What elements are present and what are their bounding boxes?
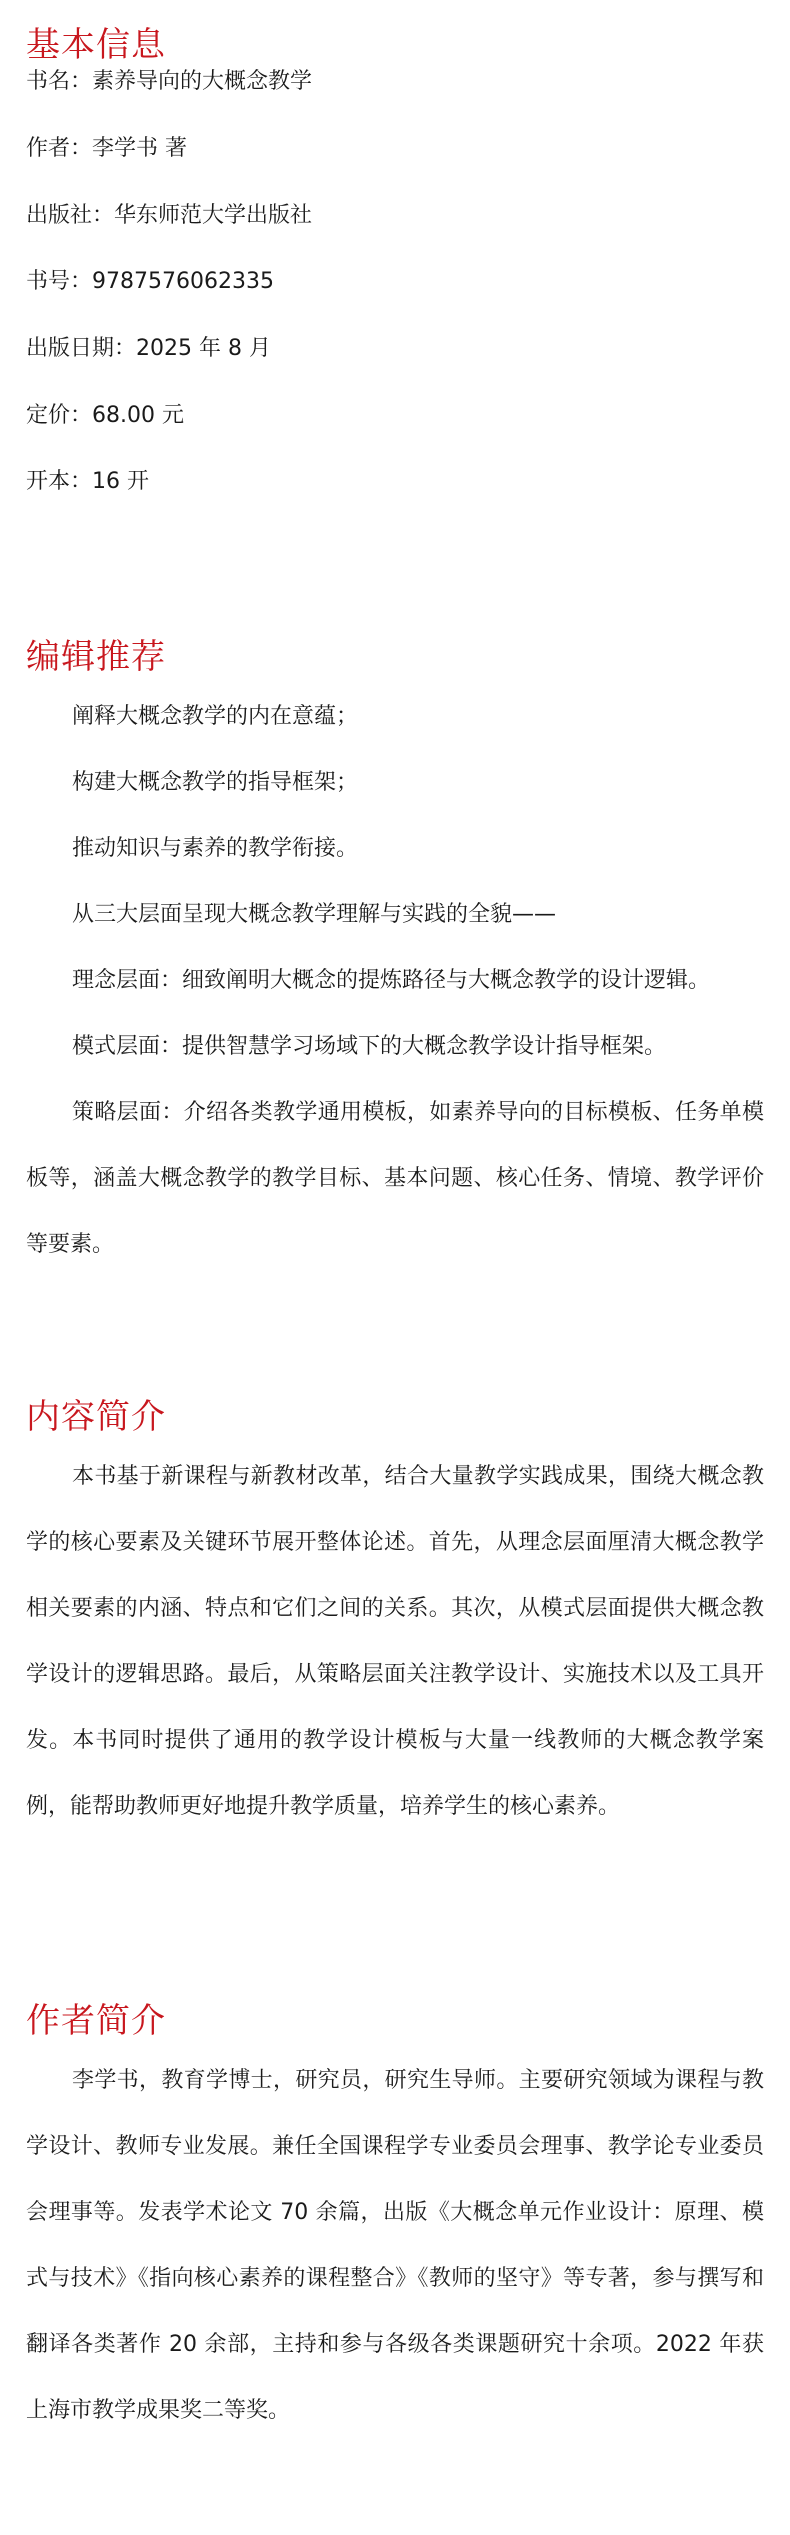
publisher-line: 出版社：华东师范大学出版社 xyxy=(26,203,313,228)
editor-paragraph: 模式层面：提供智慧学习场域下的大概念教学设计指导框架。 xyxy=(72,1034,667,1059)
basic-info-heading: 基本信息 xyxy=(26,25,166,65)
author-intro-body xyxy=(26,2048,764,2444)
author-line: 作者：李学书 著 xyxy=(26,136,187,161)
editor-paragraph: 从三大层面呈现大概念教学理解与实践的全貌—— xyxy=(72,902,557,927)
content-paragraph: 本书基于新课程与新教材改革，结合大量教学实践成果，围绕大概念教学的核心要素及关键环节展开整体论述。首先，从理念层面厘清大概念教学相关要素的内涵、特点和它们之间的关系。其次，从模式层面提供大概念教学设计的逻辑思路。最后，从策略层面关注教学设计、实施技术以及工具开发。本书同时提供了通用的教学设计模板与大量一线教师的大概念教学案例，能帮助教师更好地提升教学质量，培养学生的核心素养。 xyxy=(26,1464,764,1819)
book-title-line: 书名：素养导向的大概念教学 xyxy=(26,69,313,94)
editor-recommend-body xyxy=(26,684,764,1278)
publish-date-line: 出版日期：2025 年 8 月 xyxy=(26,336,271,361)
format-line: 开本：16 开 xyxy=(26,469,149,494)
price-line: 定价：68.00 元 xyxy=(26,403,184,428)
editor-paragraph: 推动知识与素养的教学衔接。 xyxy=(72,836,359,861)
content-intro-body xyxy=(26,1444,764,1840)
editor-paragraph: 策略层面：介绍各类教学通用模板，如素养导向的目标模板、任务单模板等，涵盖大概念教学的教学目标、基本问题、核心任务、情境、教学评价等要素。 xyxy=(26,1100,764,1257)
editor-recommend-heading: 编辑推荐 xyxy=(26,637,166,677)
editor-paragraph: 构建大概念教学的指导框架； xyxy=(72,770,359,795)
author-paragraph: 李学书，教育学博士，研究员，研究生导师。主要研究领域为课程与教学设计、教师专业发展。兼任全国课程学专业委员会理事、教学论专业委员会理事等。发表学术论文 70 余篇，出版《大概念单元作业设计：原理、模式与技术》《指向核心素养的课程整合》《教师的坚守》等专著，参与撰写和翻译各类著作 20 余部，主持和参与各级各类课题研究十余项。2022 年获上海市教学成果奖二等奖。 xyxy=(26,2068,764,2423)
editor-paragraph: 理念层面：细致阐明大概念的提炼路径与大概念教学的设计逻辑。 xyxy=(72,968,711,993)
isbn-line: 书号：9787576062335 xyxy=(26,269,274,294)
content-intro-heading: 内容简介 xyxy=(26,1397,166,1437)
author-intro-heading: 作者简介 xyxy=(26,2001,166,2041)
editor-paragraph: 阐释大概念教学的内在意蕴； xyxy=(72,704,359,729)
